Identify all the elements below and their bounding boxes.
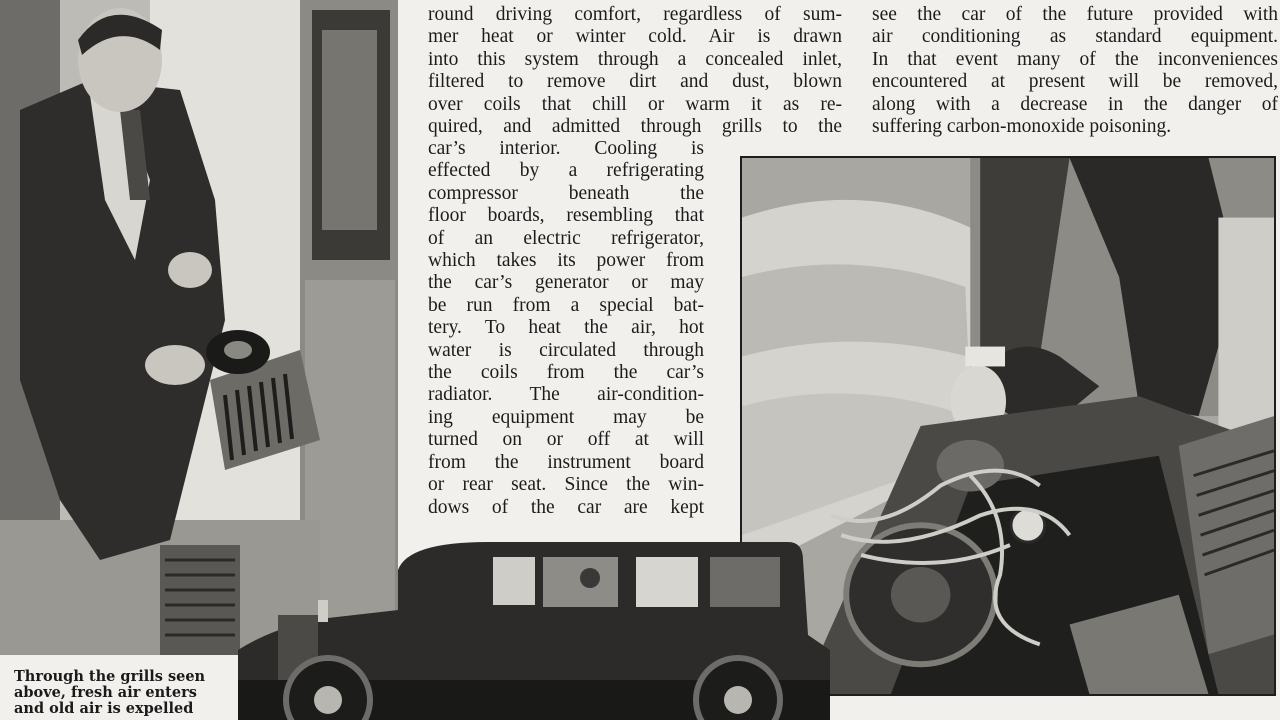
- text-line: floor boards, resembling that: [428, 205, 704, 227]
- text-line: tery. To heat the air, hot: [428, 317, 704, 339]
- text-line: suffering carbon-monoxide poisoning.: [872, 116, 1172, 138]
- text-line: dows of the car are kept: [428, 496, 704, 518]
- text-line: which takes its power from: [428, 250, 704, 272]
- text-line: filtered to remove dirt and dust, blown: [428, 71, 842, 93]
- text-line: the car’s generator or may: [428, 272, 704, 294]
- text-line: compressor beneath the: [428, 182, 704, 204]
- article-column-middle-narrow: [428, 138, 704, 519]
- text-line: be run from a special bat-: [428, 294, 704, 316]
- article-column-right-top: [872, 4, 1278, 138]
- text-line: ing equipment may be: [428, 406, 704, 428]
- article-column-middle-top: [428, 4, 842, 138]
- text-line: into this system through a concealed inlet,: [428, 48, 842, 70]
- text-line: over coils that chill or warm it as re-: [428, 93, 842, 115]
- text-line: water is circulated through: [428, 339, 704, 361]
- caption-line: and old air is expelled: [14, 699, 194, 717]
- text-line: from the instrument board: [428, 451, 704, 473]
- text-line: mer heat or winter cold. Air is drawn: [428, 26, 842, 48]
- text-line: encountered at present will be removed,: [872, 71, 1278, 93]
- text-line: radiator. The air-condition-: [428, 384, 704, 406]
- text-line: or rear seat. Since the win-: [428, 474, 704, 496]
- text-line: along with a decrease in the danger of: [872, 93, 1278, 115]
- text-line: see the car of the future provided with: [872, 4, 1278, 25]
- text-line: car’s interior. Cooling is: [428, 138, 704, 159]
- text-line: quired, and admitted through grills to the: [428, 116, 842, 138]
- caption-grills: [14, 669, 205, 716]
- text-line: turned on or off at will: [428, 429, 704, 451]
- text-line: effected by a refrigerating: [428, 160, 704, 182]
- caption-line: above, fresh air enters: [14, 683, 197, 701]
- caption-line: Through the grills seen: [14, 668, 206, 685]
- text-line: In that event many of the inconveniences: [872, 48, 1278, 70]
- photo-sedan: [238, 520, 830, 720]
- text-line: round driving comfort, regardless of sum-: [428, 4, 842, 25]
- text-line: air conditioning as standard equipment.: [872, 26, 1278, 48]
- text-line: of an electric refrigerator,: [428, 227, 704, 249]
- text-line: the coils from the car’s: [428, 362, 704, 384]
